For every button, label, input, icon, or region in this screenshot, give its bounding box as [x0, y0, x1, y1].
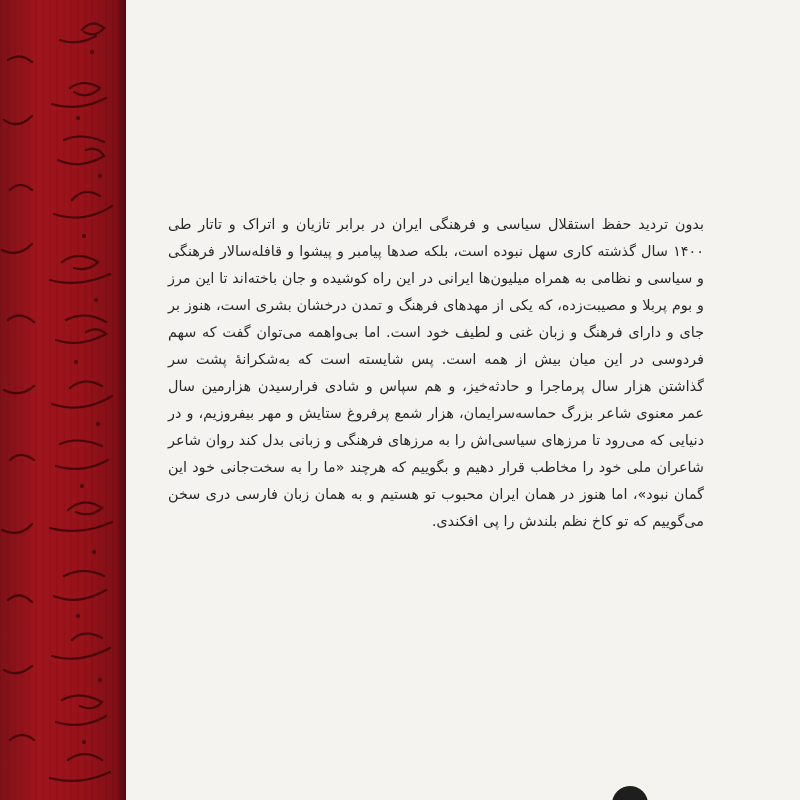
corner-circle-mark [612, 786, 648, 800]
spine-shadow [116, 0, 126, 800]
calligraphy-spine [0, 0, 126, 800]
cover-paragraph: بدون تردید حفظ استقلال سیاسی و فرهنگی ایران در برابر تازیان و اتراک و تاتار طی ۱۴۰۰ سال گذشته کاری سهل نبوده است، بلکه صدها پیامبر و پیشوا و قافله‌سالار فرهنگی و سیاسی و نظامی به همراه میلیون‌ها ایرانی در این راه کوشیده و جان باخته‌اند تا این مرز و بوم پربلا و مصیبت‌زده، که یکی از مهدهای فرهنگ و تمدن درخشان بشری است، هنوز بر جای و دارای فرهنگ و زبان غنی و لطیف خود است. اما بی‌واهمه می‌توان گفت که سهم فردوسی در این میان بیش از همه است. پس شایسته است که به‌شکرانهٔ پشت سر گذاشتن هزار سال پرماجرا و حادثه‌خیز، و هم سپاس و شادی فرارسیدن هزارمین سال عمر معنوی شاعر بزرگ حماسه‌سرایمان، هزار شمع پرفروغ ستایش و مهر بیفروزیم، و در دنیایی که می‌رود تا مرزهای سیاسی‌اش را به مرزهای فرهنگی و زبانی بدل کند روان شاعر شاعران ملی خود را مخاطب قرار دهیم و بگوییم که هرچند «ما را به سخت‌جانی خود این گمان نبود»، اما هنوز در همان ایران محبوب تو هستیم و به همان زبان فارسی دری سخن می‌گوییم که تو کاخ نظم بلندش را پی افکندی. [168, 217, 704, 530]
calligraphy-pattern [0, 0, 126, 800]
